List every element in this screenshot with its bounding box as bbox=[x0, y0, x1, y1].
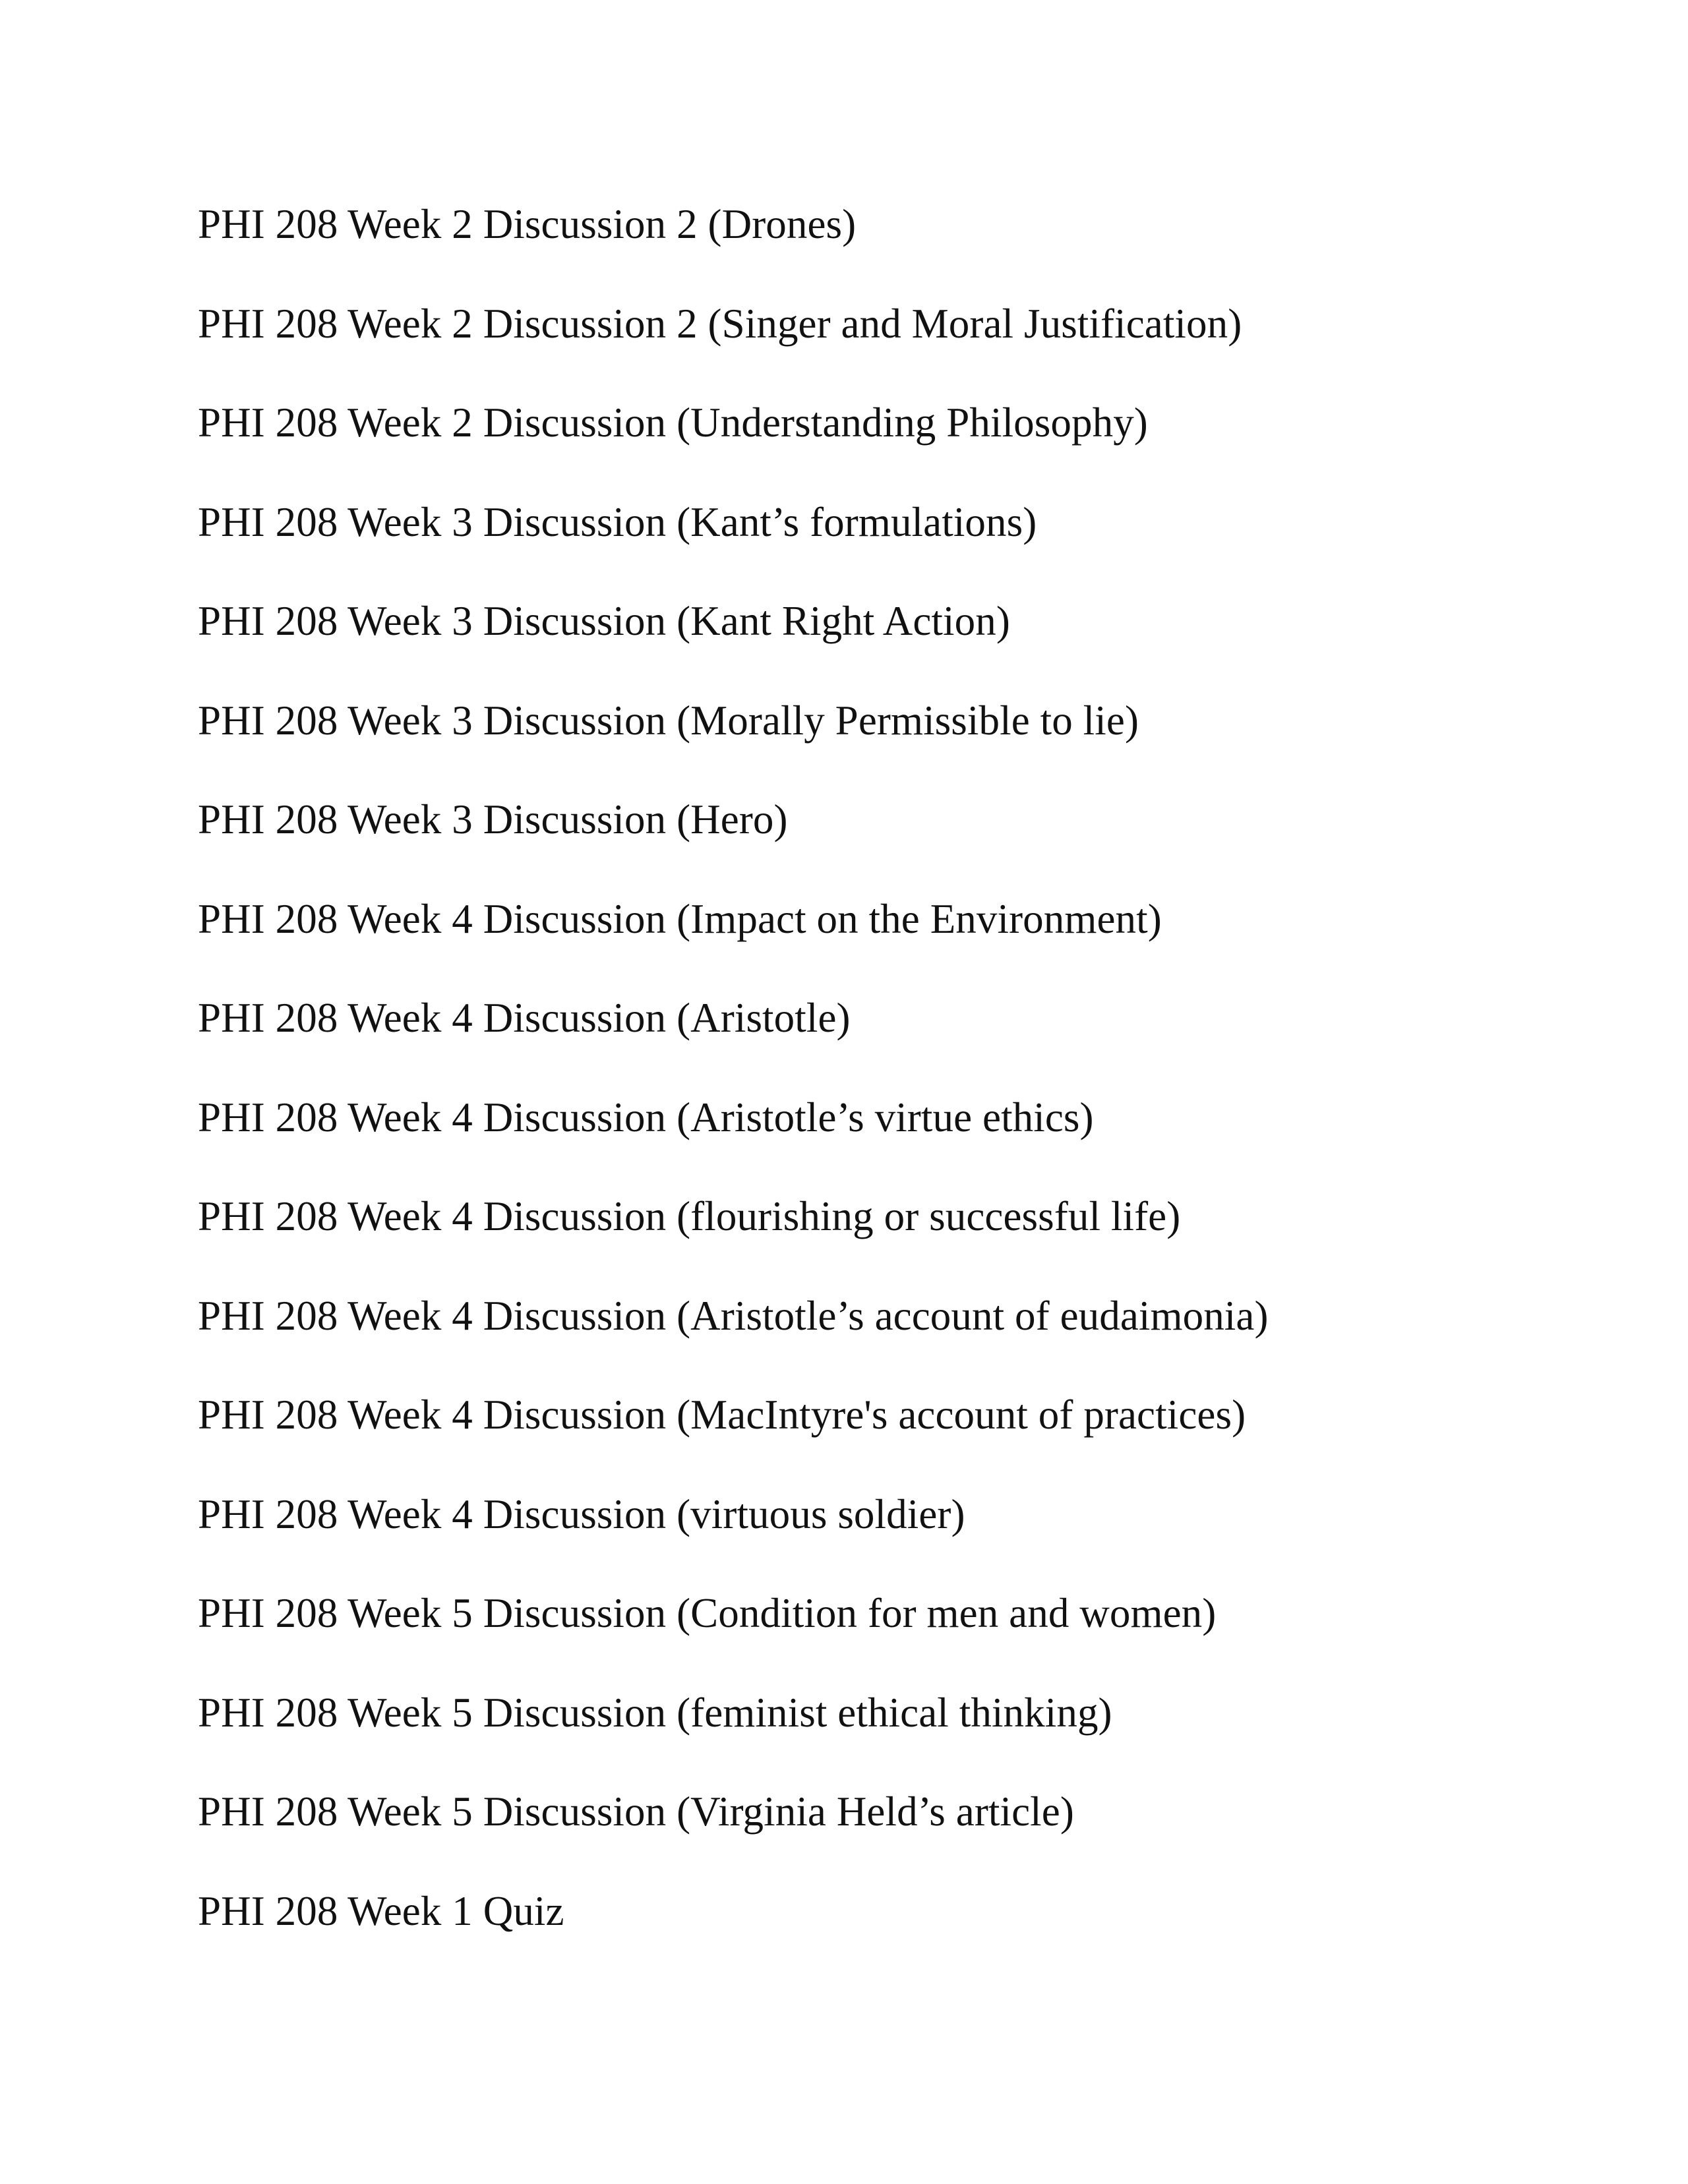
list-item: PHI 208 Week 3 Discussion (Kant Right Action) bbox=[198, 598, 1010, 644]
list-item: PHI 208 Week 4 Discussion (virtuous soldier) bbox=[198, 1490, 965, 1537]
list-item: PHI 208 Week 4 Discussion (Aristotle) bbox=[198, 995, 851, 1041]
list-item: PHI 208 Week 3 Discussion (Kant’s formulations) bbox=[198, 498, 1037, 545]
list-item: PHI 208 Week 3 Discussion (Hero) bbox=[198, 796, 788, 842]
list-item: PHI 208 Week 2 Discussion 2 (Drones) bbox=[198, 201, 857, 247]
list-item: PHI 208 Week 2 Discussion 2 (Singer and Moral Justification) bbox=[198, 300, 1242, 347]
list-item: PHI 208 Week 4 Discussion (Aristotle’s account of eudaimonia) bbox=[198, 1292, 1269, 1339]
list-item: PHI 208 Week 2 Discussion (Understanding Philosophy) bbox=[198, 399, 1148, 446]
list-item: PHI 208 Week 5 Discussion (feminist ethical thinking) bbox=[198, 1689, 1112, 1736]
course-item-list bbox=[198, 191, 1269, 1977]
list-item: PHI 208 Week 4 Discussion (Impact on the Environment) bbox=[198, 895, 1162, 942]
list-item: PHI 208 Week 4 Discussion (Aristotle’s virtue ethics) bbox=[198, 1094, 1094, 1140]
list-item: PHI 208 Week 5 Discussion (Condition for men and women) bbox=[198, 1590, 1217, 1636]
list-item: PHI 208 Week 4 Discussion (MacIntyre's account of practices) bbox=[198, 1392, 1246, 1438]
list-item: PHI 208 Week 4 Discussion (flourishing or successful life) bbox=[198, 1193, 1181, 1239]
list-item: PHI 208 Week 5 Discussion (Virginia Held’s article) bbox=[198, 1788, 1074, 1835]
list-item: PHI 208 Week 3 Discussion (Morally Permissible to lie) bbox=[198, 697, 1139, 744]
list-item: PHI 208 Week 1 Quiz bbox=[198, 1887, 564, 1934]
